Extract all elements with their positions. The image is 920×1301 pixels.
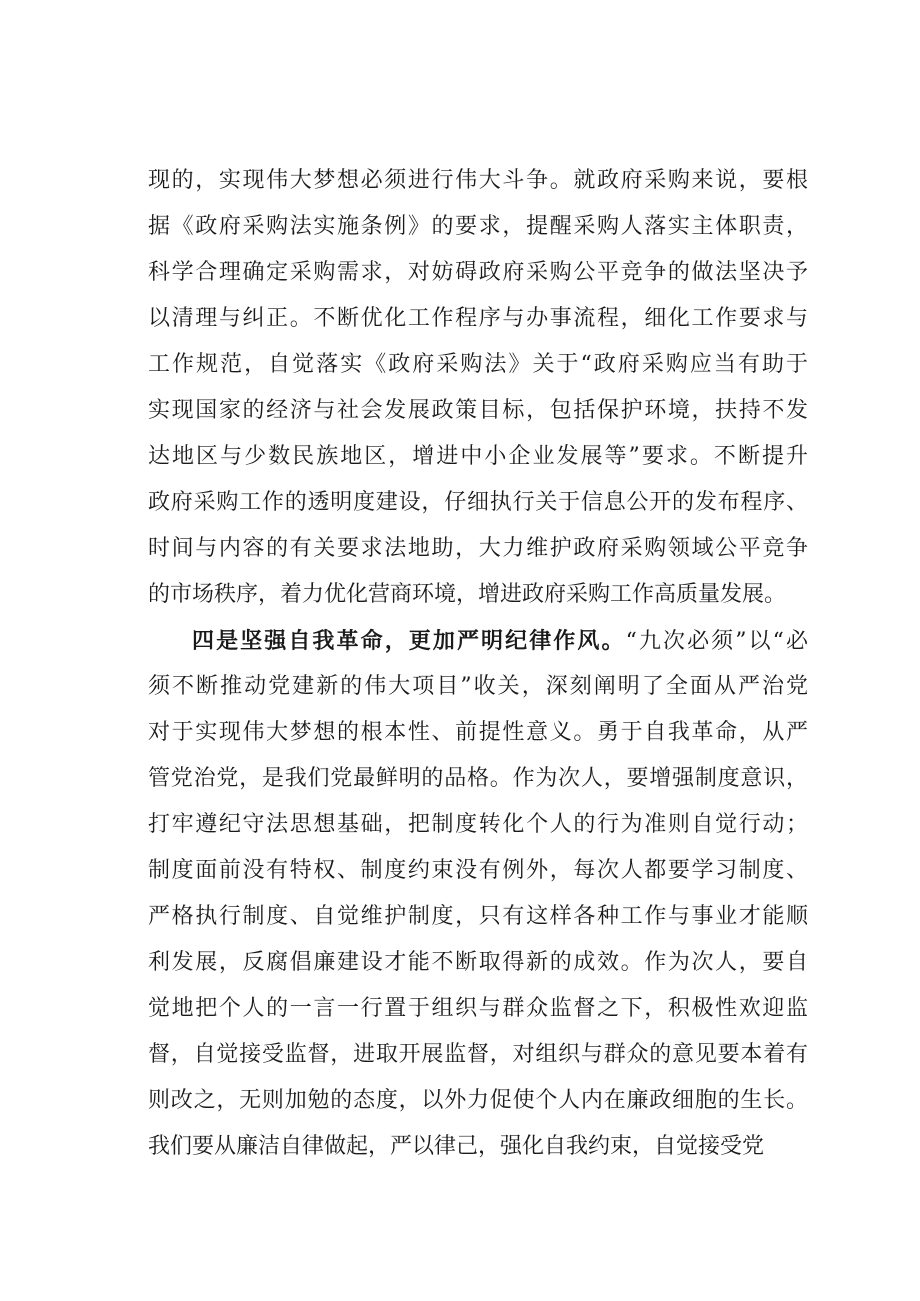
paragraph-first-line [148, 618, 808, 664]
text-line: 管党治党，是我们党最鲜明的品格。作为次人，要增强制度意识， [148, 766, 808, 791]
text-line: 现的，实现伟大梦想必须进行伟大斗争。就政府采购来说，要根 [148, 168, 808, 193]
text-line: 则改之，无则加勉的态度，以外力促使个人内在廉政细胞的生长。 [148, 1088, 808, 1113]
text-line: 达地区与少数民族地区，增进中小企业发展等”要求。不断提升 [148, 444, 808, 469]
paragraph-2 [148, 618, 808, 1170]
text-line: 的市场秩序，着力优化营商环境，增进政府采购工作高质量发展。 [148, 582, 787, 607]
text-line: 政府采购工作的透明度建设，仔细执行关于信息公开的发布程序、 [148, 490, 808, 515]
text-line: 利发展，反腐倡廉建设才能不断取得新的成效。作为次人，要自 [148, 950, 808, 975]
text-line: 对于实现伟大梦想的根本性、前提性意义。勇于自我革命，从严 [148, 720, 808, 745]
text-line: 据《政府采购法实施条例》的要求，提醒采购人落实主体职责， [148, 214, 808, 239]
paragraph-1 [148, 158, 808, 618]
text-line: 以清理与纠正。不断优化工作程序与办事流程，细化工作要求与 [148, 306, 808, 331]
section-heading: 四是坚强自我革命，更加严明纪律作风。 [192, 628, 626, 654]
text-line: 时间与内容的有关要求法地助，大力维护政府采购领域公平竞争 [148, 536, 808, 561]
text-line: 严格执行制度、自觉维护制度，只有这样各种工作与事业才能顺 [148, 904, 808, 929]
text-line: 须不断推动党建新的伟大项目”收关，深刻阐明了全面从严治党 [148, 674, 808, 699]
text-line: 工作规范，自觉落实《政府采购法》关于“政府采购应当有助于 [148, 352, 808, 377]
heading-trailing-text: “九次必须”以“必 [625, 629, 808, 654]
text-line: 我们要从廉洁自律做起，严以律己，强化自我约束，自觉接受党 [148, 1134, 765, 1159]
text-line: 科学合理确定采购需求，对妨碍政府采购公平竞争的做法坚决予 [148, 260, 808, 285]
body-text [148, 158, 808, 1170]
text-line: 打牢遵纪守法思想基础，把制度转化个人的行为准则自觉行动； [148, 812, 808, 837]
text-line: 督，自觉接受监督，进取开展监督，对组织与群众的意见要本着有 [148, 1042, 808, 1067]
text-line: 觉地把个人的一言一行置于组织与群众监督之下，积极性欢迎监 [148, 996, 808, 1021]
text-line: 实现国家的经济与社会发展政策目标，包括保护环境，扶持不发 [148, 398, 808, 423]
text-line: 制度面前没有特权、制度约束没有例外，每次人都要学习制度、 [148, 858, 808, 883]
